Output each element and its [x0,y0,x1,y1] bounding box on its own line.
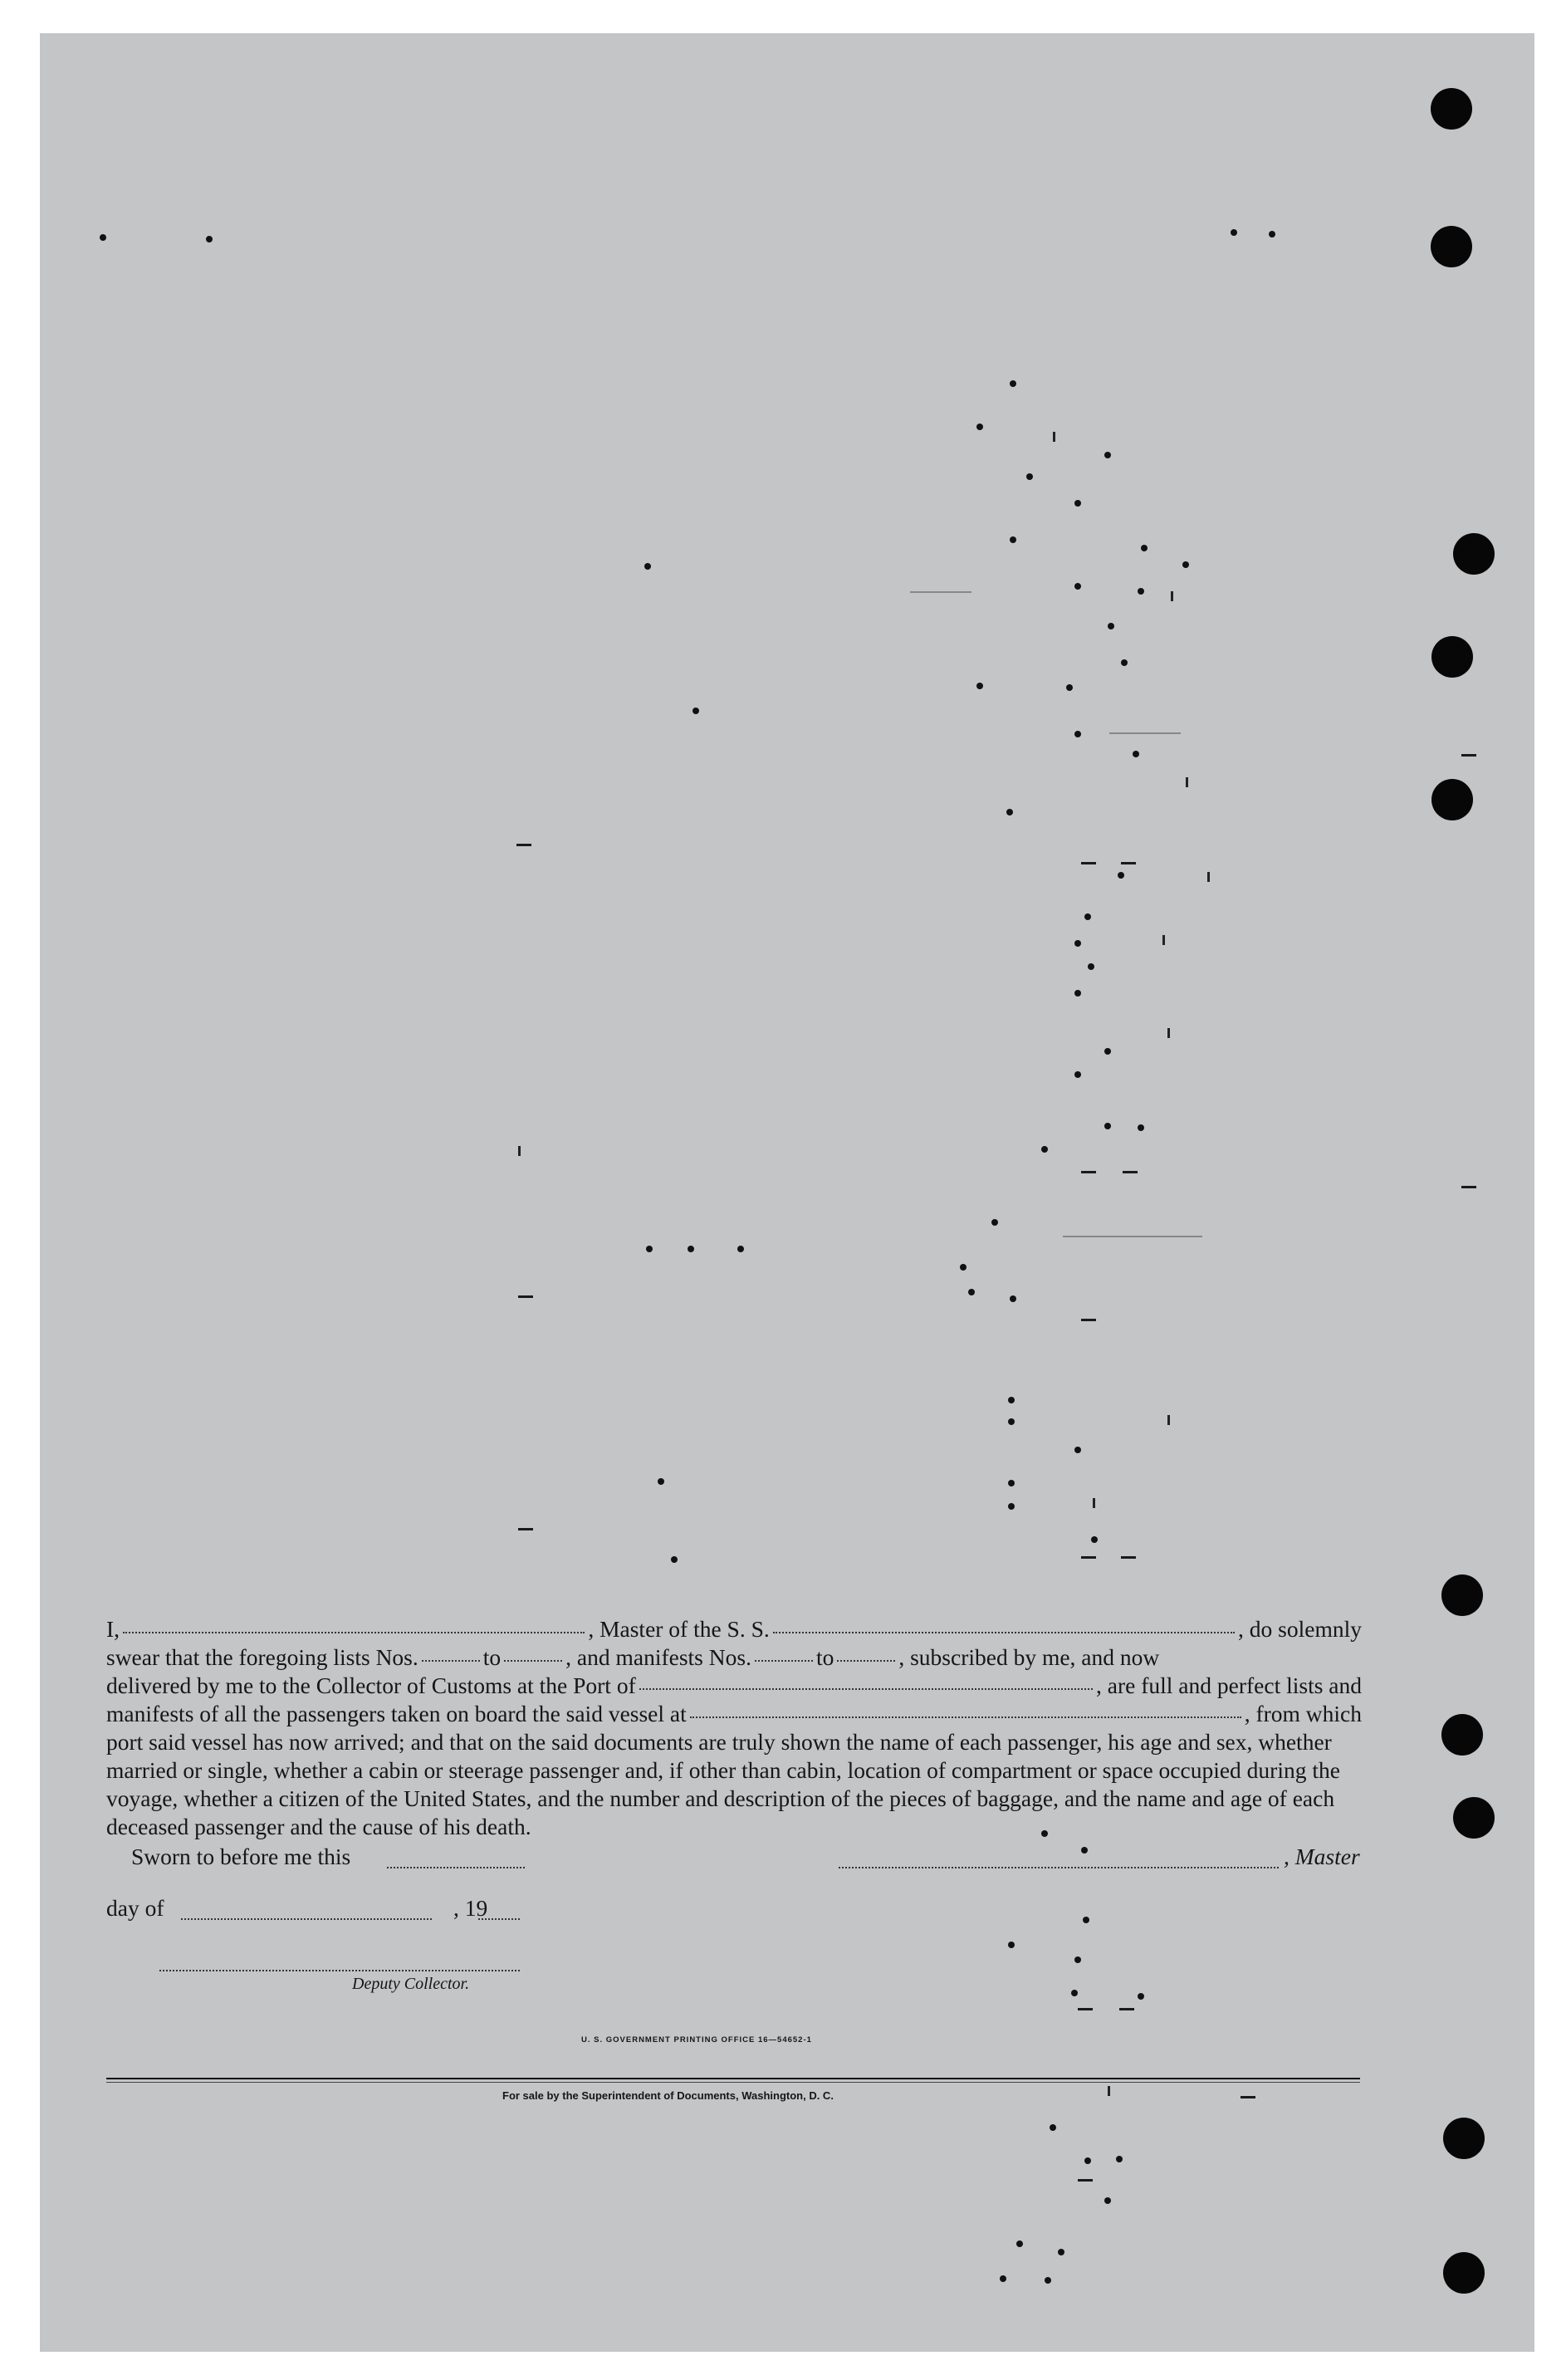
ink-dash [516,844,531,846]
punch-hole-icon [1431,88,1472,130]
ink-tick [1186,777,1188,787]
ink-speck [1010,380,1016,387]
ink-speck [991,1219,998,1226]
punch-hole-icon [1453,533,1495,575]
ink-speck [976,424,983,430]
ink-speck [1008,1942,1015,1948]
ink-speck [1121,659,1128,666]
ink-speck [1104,2197,1111,2204]
departure-port-field[interactable] [690,1716,1241,1718]
oath-text: , and manifests Nos. [565,1644,751,1670]
oath-text: I, [106,1616,120,1642]
oath-text: , from which [1244,1701,1362,1726]
ink-tick [1093,1498,1095,1508]
ink-speck [1269,231,1275,238]
ink-dash [1461,1186,1476,1188]
lists-from-field[interactable] [422,1660,480,1662]
oath-line-2 [106,1643,1362,1672]
ink-dash [1121,862,1136,864]
footer-rule [106,2078,1360,2079]
ink-speck [1045,2277,1051,2284]
ink-tick [518,1146,521,1156]
ink-speck [1074,731,1081,737]
ink-speck [1108,623,1114,629]
ink-speck [1074,1956,1081,1963]
ink-dash [1081,862,1096,864]
ink-tick [1162,935,1165,945]
ink-speck [1138,1993,1144,2000]
ink-speck [1091,1536,1098,1543]
ink-tick [1171,591,1173,601]
ink-speck [1141,545,1148,551]
punch-hole-icon [1443,2118,1485,2159]
ink-speck [688,1246,694,1252]
punch-hole-icon [1441,1714,1483,1756]
ink-speck [1083,1917,1089,1923]
ink-speck [1104,1048,1111,1055]
ink-speck [1058,2249,1064,2255]
ink-speck [1074,940,1081,947]
ink-dash [1081,1171,1096,1173]
punch-hole-icon [1453,1797,1495,1839]
ink-speck [968,1289,975,1295]
faded-stroke [910,591,971,593]
punch-hole-icon [1431,636,1473,678]
punch-hole-icon [1431,779,1473,820]
oath-text: to [815,1644,834,1670]
oath-body: port said vessel has now arrived; and that on the said documents are truly shown the name of each passenger, his age and sex, whether married or single, whether a cabin or steerage passenger and, if other than cabin, location of compartment or space occupied during the voyage, whether a citizen of the United States, and the number and description of the pieces of baggage, and the name and age of each deceased passenger and the cause of his death. [106,1729,1340,1839]
ink-dash [1461,754,1476,757]
ink-dash [518,1528,533,1530]
punch-hole-icon [1443,2252,1485,2294]
ink-speck [1074,583,1081,590]
ink-speck [644,563,651,570]
oath-text: swear that the foregoing lists Nos. [106,1644,418,1670]
lists-to-field[interactable] [504,1660,562,1662]
ink-speck [976,683,983,689]
ink-speck [1008,1418,1015,1425]
ink-speck [1066,684,1073,691]
ink-speck [1074,1447,1081,1453]
ink-dash [1078,2179,1093,2182]
ink-speck [1008,1480,1015,1486]
footer-rule [106,2082,1360,2083]
ink-speck [1104,452,1111,458]
ink-speck [1074,500,1081,507]
ink-speck [1138,1124,1144,1131]
oath-text: manifests of all the passengers taken on board the said vessel at [106,1701,687,1726]
punch-hole-icon [1431,226,1472,267]
year-prefix: , 19 [453,1895,488,1921]
sworn-day-field[interactable] [387,1867,525,1868]
ink-dash [1123,1171,1138,1173]
faded-stroke [1063,1236,1202,1237]
oath-text: to [482,1644,502,1670]
master-signature-field[interactable] [839,1867,1279,1868]
master-name-field[interactable] [123,1632,585,1633]
manifests-from-field[interactable] [755,1660,813,1662]
ink-speck [1104,1123,1111,1129]
ink-speck [646,1246,653,1252]
ink-tick [1167,1028,1170,1038]
ink-speck [1008,1503,1015,1510]
ink-dash [1241,2096,1255,2098]
ink-speck [1041,1146,1048,1153]
ink-speck [1050,2124,1056,2131]
ink-speck [1081,1847,1088,1854]
faded-stroke [1109,732,1181,734]
month-field[interactable] [181,1918,432,1920]
port-field[interactable] [639,1688,1093,1690]
ink-speck [1118,872,1124,879]
ink-speck [1000,2275,1006,2282]
ink-tick [1207,872,1210,882]
printing-office-imprint: U. S. GOVERNMENT PRINTING OFFICE 16—54652-1 [581,2035,812,2045]
ink-speck [1231,229,1237,236]
ink-speck [1074,990,1081,997]
ink-speck [1084,913,1091,920]
oath-line-1 [106,1615,1362,1643]
ink-speck [1010,1295,1016,1302]
master-oath-paragraph [106,1615,1362,1841]
oath-text: , subscribed by me, and now [898,1644,1160,1670]
ink-speck [1071,1990,1078,1996]
ink-speck [1074,1071,1081,1078]
ink-speck [692,708,699,714]
year-field[interactable] [478,1918,520,1920]
ink-tick [1053,432,1055,442]
form-sheet [40,33,1534,2352]
oath-text: , do solemnly [1238,1616,1363,1642]
ship-name-field[interactable] [773,1632,1235,1633]
ink-speck [671,1556,678,1563]
ink-speck [1138,588,1144,595]
ink-speck [960,1264,967,1271]
ink-speck [1006,809,1013,815]
ink-dash [1121,1556,1136,1559]
ink-dash [518,1295,533,1298]
punch-hole-icon [1441,1574,1483,1616]
manifests-to-field[interactable] [837,1660,895,1662]
sworn-label: Sworn to before me this [131,1844,351,1869]
deputy-collector-label: Deputy Collector. [352,1975,470,1993]
ink-speck [1182,561,1189,568]
day-of-label: day of [106,1895,164,1921]
oath-text: , Master of the S. S. [588,1616,770,1642]
deputy-signature-field[interactable] [159,1970,520,1971]
ink-speck [1016,2240,1023,2247]
ink-dash [1081,1556,1096,1559]
oath-line-3 [106,1672,1362,1700]
ink-speck [1084,2157,1091,2164]
ink-speck [1010,536,1016,543]
ink-speck [737,1246,744,1252]
ink-speck [1133,751,1139,757]
ink-speck [1026,473,1033,480]
ink-speck [658,1478,664,1485]
sale-notice: For sale by the Superintendent of Documents, Washington, D. C. [502,2089,834,2102]
master-label: , Master [1284,1844,1360,1869]
ink-speck [1116,2156,1123,2162]
ink-speck [206,236,213,242]
ink-speck [1088,963,1094,970]
ink-tick [1167,1415,1170,1425]
ink-speck [100,234,106,241]
ink-dash [1119,2008,1134,2010]
ink-dash [1081,1319,1096,1321]
oath-text: delivered by me to the Collector of Customs at the Port of [106,1672,636,1698]
ink-tick [1108,2086,1110,2096]
ink-speck [1008,1397,1015,1403]
oath-text: , are full and perfect lists and [1096,1672,1362,1698]
oath-line-4 [106,1700,1362,1728]
ink-dash [1078,2008,1093,2010]
